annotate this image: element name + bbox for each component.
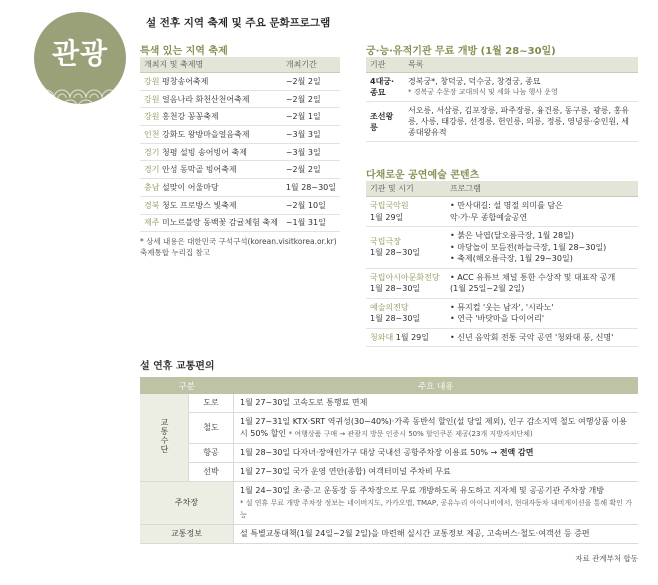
transport-header-content: 주요 내용: [234, 377, 639, 394]
festival-period: ~2월 2일: [282, 161, 340, 179]
performances-title: 다채로운 공연예술 콘텐츠: [366, 170, 480, 181]
table-row: [140, 161, 340, 179]
palace-org: 조선왕릉: [366, 102, 404, 142]
table-row: [140, 179, 340, 197]
perf-line: • 마당놀이 모듬전(하늘극장, 1월 28~30일): [450, 242, 607, 252]
table-row: [366, 328, 638, 347]
festivals-table: [140, 57, 340, 232]
festivals-note: * 상세 내용은 대한민국 구석구석(korean.visitkorea.or.kr) 축제통합 누리집 참고: [140, 237, 337, 257]
festival-period: 1월 28~30일: [282, 179, 340, 197]
region: 경북: [144, 200, 160, 210]
transport-text: 1월 28~30일 다자녀·장애인가구 대상 국내선 공항주차장 이용료 50% →: [240, 448, 500, 457]
transport-table: [140, 377, 638, 544]
parking-text: 1월 24~30일 초·중·고 운동장 등 주차장으로 무료 개방하도록 유도하고 지자체 및 공공기관 주차장 개방: [240, 486, 604, 495]
table-row: [140, 413, 638, 444]
perf-header-org: 기관 및 시기: [366, 181, 446, 197]
perf-line: 악·가·무 종합예술공연: [450, 212, 528, 222]
perf-org: 청와대: [370, 332, 394, 342]
perf-line: • 붉은 낙엽(달오름극장, 1월 28일): [450, 231, 574, 240]
info-label: 교통정보: [140, 525, 234, 544]
table-row: [140, 73, 340, 91]
transport-extra: 전액 감면: [499, 448, 534, 457]
transport-text: 1월 27~30일 국가 운영 연안(종합) 여객터미널 주차비 무료: [234, 463, 639, 482]
perf-line: • 만사대길: 설 명절 의미를 담은: [450, 201, 563, 210]
festival-name: 미노르블랑 동백꽃 감귤체험 축제: [162, 218, 278, 228]
palaces-header-org: 기관: [366, 57, 404, 73]
perf-line: • 신년 음악회 전통 국악 공연 '청와대 풍, 신명': [446, 328, 638, 347]
table-row: [140, 482, 638, 525]
perf-org: 예술의전당: [370, 302, 409, 312]
transport-title: 설 연휴 교통편의: [140, 361, 215, 372]
table-row: [140, 108, 340, 126]
region: 경기: [144, 165, 160, 175]
region: 제주: [144, 218, 160, 228]
table-row: [140, 214, 340, 232]
festival-period: ~1월 31일: [282, 214, 340, 232]
perf-date: 1월 29일: [370, 212, 404, 222]
region: 충남: [144, 182, 160, 192]
festival-name: 강화도 왕방마을얼음축제: [162, 129, 250, 139]
page-title: 설 전후 지역 축제 및 주요 문화프로그램: [146, 17, 331, 29]
region: 인천: [144, 129, 160, 139]
palace-list: 경복궁*, 창덕궁, 덕수궁, 창경궁, 종묘: [408, 77, 541, 86]
table-row: [140, 90, 340, 108]
festival-period: ~2월 2일: [282, 73, 340, 91]
festival-period: ~2월 2일: [282, 90, 340, 108]
festivals-header-period: 개최기간: [282, 57, 340, 73]
festival-period: ~2월 10일: [282, 196, 340, 214]
perf-org: 국립극장: [370, 236, 401, 246]
festival-period: ~3월 3일: [282, 143, 340, 161]
perf-header-program: 프로그램: [446, 181, 638, 197]
festivals-title: 특색 있는 지역 축제: [140, 46, 228, 57]
transport-sub: 항공: [189, 444, 234, 463]
transport-extra: * 여행상품 구매 → 관광지 방문 인증시 50% 할인쿠폰 제공(23개 지방자치단체): [288, 430, 533, 438]
table-row: [140, 525, 638, 544]
table-row: [366, 227, 638, 269]
perf-line: • 연극 '바닷마을 다이어리': [450, 314, 545, 323]
festival-name: 설맞이 어울마당: [162, 182, 219, 192]
transport-sub: 철도: [189, 413, 234, 444]
festivals-header-name: 개최지 및 축제명: [140, 57, 282, 73]
table-row: [366, 197, 638, 227]
wave-pattern-icon: [34, 68, 126, 104]
perf-date: 1월 28~30일: [370, 314, 421, 323]
parking-label: 주차장: [140, 482, 234, 525]
perf-line: • 축제(해오름극장, 1월 29~30일): [450, 254, 573, 263]
table-row: [140, 394, 638, 413]
info-text: 설 특별교통대책(1월 24일~2월 2일)을 마련해 실시간 교통정보 제공, 고속버스·철도·여객선 등 증편: [234, 525, 639, 544]
perf-line: (1월 25일~2월 2일): [450, 284, 525, 293]
perf-org: 국립아시아문화전당: [370, 272, 440, 282]
section-badge: [34, 12, 126, 104]
table-row: [366, 298, 638, 328]
transport-sub: 선박: [189, 463, 234, 482]
badge-label: 관광: [51, 37, 109, 70]
perf-date: 1월 28~30일: [370, 284, 421, 293]
transport-sub: 도로: [189, 394, 234, 413]
palace-list: 서오릉, 서삼릉, 김포장릉, 파주장릉, 융건릉, 동구릉, 광릉, 홍유릉, 사릉, 태강릉, 선정릉, 헌인릉, 의릉, 정릉, 영녕릉·숭인원, 세종대왕유적: [404, 102, 638, 142]
perf-line: • ACC 유튜브 채널 통한 수상작 및 대표작 공개: [450, 272, 616, 282]
festival-period: ~3월 3일: [282, 126, 340, 144]
table-row: [366, 268, 638, 298]
source-note: 자료 관계부처 합동: [575, 554, 638, 563]
table-row: [140, 444, 638, 463]
palaces-table: [366, 57, 638, 142]
perf-line: • 뮤지컬 '웃는 남자', '시라노': [450, 302, 554, 312]
region: 강원: [144, 76, 160, 86]
festival-name: 안성 동막골 빙어축제: [162, 165, 237, 175]
region: 경기: [144, 147, 160, 157]
palace-note: * 경복궁 수문장 교대의식 및 세화 나눔 행사 운영: [408, 88, 558, 96]
region: 강원: [144, 94, 160, 104]
table-row: [140, 463, 638, 482]
festival-name: 홍천강 꽁꽁축제: [162, 112, 219, 122]
transport-text: 1월 27~31일 KTX·SRT 역귀성(30~40%)·가족 동반석 할인(설 당일 제외), 인구 감소지역 철도 여행상품 이용 시 50% 할인: [240, 417, 627, 438]
table-row: [140, 126, 340, 144]
festival-period: ~2월 1일: [282, 108, 340, 126]
palaces-header-list: 목록: [404, 57, 638, 73]
transport-header-category: 구분: [140, 377, 234, 394]
palace-org: 4대궁·종묘: [366, 73, 404, 102]
transport-group-label: 교통수단: [160, 417, 169, 454]
table-row: [366, 73, 638, 102]
festival-name: 청평 설빙 송어빙어 축제: [162, 147, 247, 157]
perf-org: 국립국악원: [370, 201, 409, 210]
parking-note: * 설 연휴 무료 개방 주차장 정보는 네이버지도, 카카오맵, TMAP, 공유누리 아이나비에서, 현대자동차 내비게이션을 통해 확인 가능: [240, 499, 632, 519]
table-row: [140, 196, 340, 214]
region: 강원: [144, 112, 160, 122]
festival-name: 평창송어축제: [162, 76, 209, 86]
palaces-title: 궁·능·유적기관 무료 개방 (1월 28~30일): [366, 46, 556, 57]
perf-date: 1월 29일: [395, 332, 430, 342]
table-row: [140, 143, 340, 161]
performances-table: [366, 181, 638, 347]
transport-text: 1월 27~30일 고속도로 통행료 면제: [234, 394, 639, 413]
table-row: [366, 102, 638, 142]
festival-name: 청도 프로방스 빛축제: [162, 200, 237, 210]
festival-name: 얼음나라 화천산천어축제: [162, 94, 250, 104]
perf-date: 1월 28~30일: [370, 248, 421, 258]
